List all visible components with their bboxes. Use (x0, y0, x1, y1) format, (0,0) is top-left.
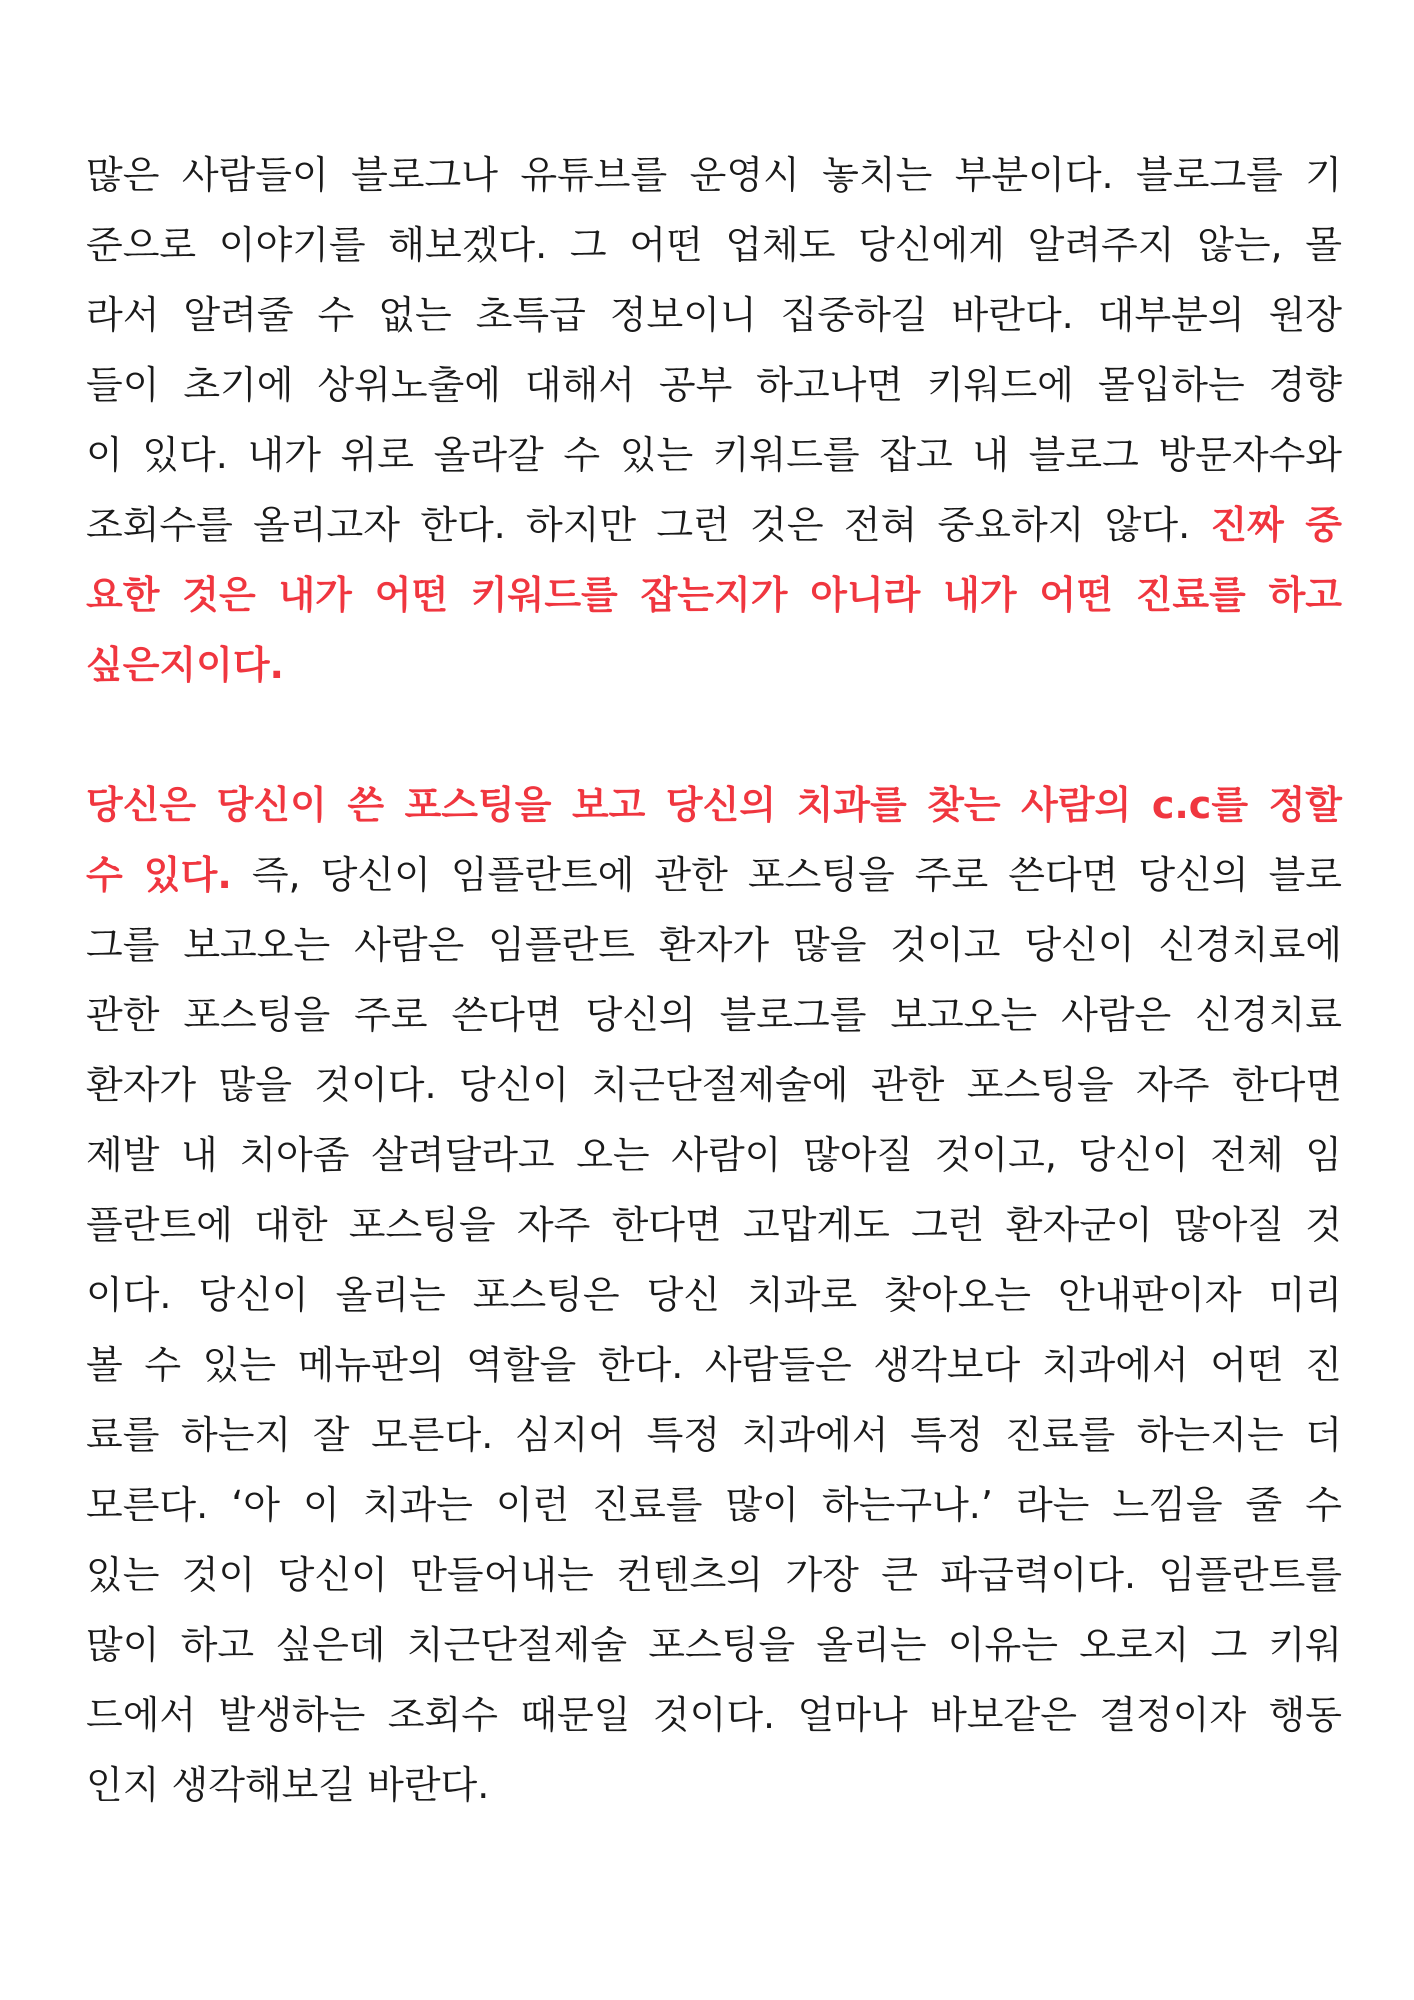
text-line: 환자가 많을 것이다. 당신이 치근단절제술에 관한 포스팅을 자주 한다면 (86, 1063, 1342, 1107)
text-line: 료를 하는지 잘 모른다. 심지어 특정 치과에서 특정 진료를 하는지는 더 (86, 1413, 1342, 1457)
text-line: 많은 사람들이 블로그나 유튜브를 운영시 놓치는 부분이다. 블로그를 기 (86, 153, 1342, 197)
paragraph-patient-cc (86, 770, 1342, 1820)
text-line: 라서 알려줄 수 없는 초특급 정보이니 집중하길 바란다. 대부분의 원장 (86, 293, 1342, 337)
text-line: 관한 포스팅을 주로 쓴다면 당신의 블로그를 보고오는 사람은 신경치료 (86, 993, 1342, 1037)
highlighted-text-line: 싶은지이다. (86, 643, 284, 687)
text-line: 있는 것이 당신이 만들어내는 컨텐츠의 가장 큰 파급력이다. 임플란트를 (86, 1553, 1342, 1597)
text-line: 제발 내 치아좀 살려달라고 오는 사람이 많아질 것이고, 당신이 전체 임 (86, 1133, 1342, 1177)
paragraph-spacer (86, 700, 1342, 770)
text-line: 그를 보고오는 사람은 임플란트 환자가 많을 것이고 당신이 신경치료에 (86, 923, 1342, 967)
highlighted-text-line: 당신은 당신이 쓴 포스팅을 보고 당신의 치과를 찾는 사람의 c.c를 정할 (86, 783, 1342, 827)
text-line (86, 490, 1342, 560)
text-line: 준으로 이야기를 해보겠다. 그 어떤 업체도 당신에게 알려주지 않는, 몰 (86, 223, 1342, 267)
text-line: 많이 하고 싶은데 치근단절제술 포스팅을 올리는 이유는 오로지 그 키워 (86, 1623, 1342, 1667)
text-line: 들이 초기에 상위노출에 대해서 공부 하고나면 키워드에 몰입하는 경향 (86, 363, 1342, 407)
text-line: 드에서 발생하는 조회수 때문일 것이다. 얼마나 바보같은 결정이자 행동 (86, 1693, 1342, 1737)
text-line: 플란트에 대한 포스팅을 자주 한다면 고맙게도 그런 환자군이 많아질 것 (86, 1203, 1342, 1247)
text-line: 볼 수 있는 메뉴판의 역할을 한다. 사람들은 생각보다 치과에서 어떤 진 (86, 1343, 1342, 1387)
highlighted-text-line: 요한 것은 내가 어떤 키워드를 잡는지가 아니라 내가 어떤 진료를 하고 (86, 573, 1342, 617)
text-line: 모른다. ‘아 이 치과는 이런 진료를 많이 하는구나.’ 라는 느낌을 줄 수 (86, 1483, 1342, 1527)
text-line: 이 있다. 내가 위로 올라갈 수 있는 키워드를 잡고 내 블로그 방문자수와 (86, 433, 1342, 477)
text-line: 인지 생각해보길 바란다. (86, 1763, 490, 1807)
text-segment: 즉, 당신이 임플란트에 관한 포스팅을 주로 쓴다면 당신의 블로 (231, 853, 1342, 897)
text-line: 이다. 당신이 올리는 포스팅은 당신 치과로 찾아오는 안내판이자 미리 (86, 1273, 1342, 1317)
paragraph-keyword-focus (86, 140, 1342, 700)
text-segment: 조회수를 올리고자 한다. 하지만 그런 것은 전혀 중요하지 않다. (86, 503, 1211, 547)
document-body (86, 140, 1342, 1820)
highlighted-text: 수 있다. (86, 853, 232, 897)
text-line (86, 840, 1342, 910)
highlighted-text: 진짜 중 (1210, 503, 1342, 547)
